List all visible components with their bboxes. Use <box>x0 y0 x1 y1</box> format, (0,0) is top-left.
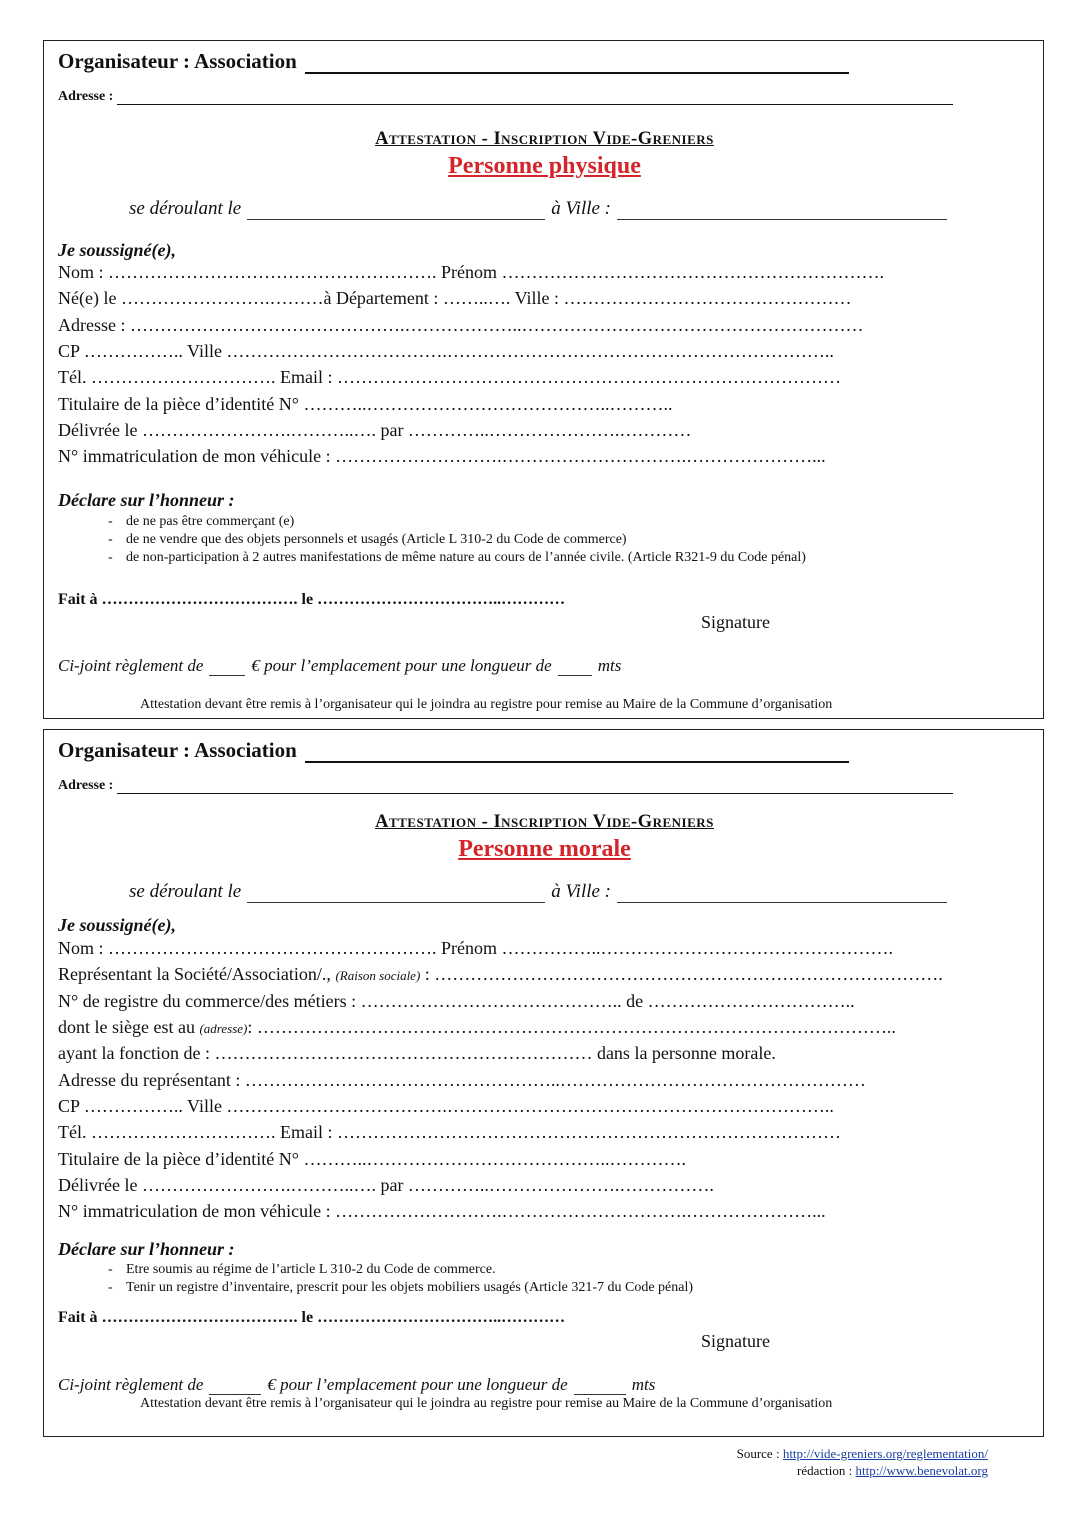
field-adresse-representant[interactable]: Adresse du représentant : ……………………………………………..…………………………………………… <box>58 1070 866 1090</box>
representant-dots: : …………………………………………………………………………. <box>424 964 943 984</box>
ville-label: à Ville : <box>551 881 612 902</box>
field-immatriculation[interactable]: N° immatriculation de mon véhicule : ……………………….………………………….…………………... <box>58 446 826 466</box>
declaration-item: - Tenir un registre d’inventaire, prescrit pour les objets mobiliers usagés (Article 321-7 du Code pénal) <box>108 1279 693 1297</box>
form-subtitle: Personne physique <box>448 153 641 179</box>
adresse-blank[interactable] <box>117 781 953 794</box>
adresse-label: Adresse : <box>58 778 114 793</box>
signature-label: Signature <box>701 612 770 632</box>
form-subtitle: Personne morale <box>458 836 631 862</box>
field-piece-identite[interactable]: Titulaire de la pièce d’identité N° ………..…………………………………..……….. <box>58 394 673 414</box>
declarations-list <box>108 513 806 567</box>
ville-blank[interactable] <box>617 205 947 220</box>
source-link[interactable]: http://vide-greniers.org/reglementation/ <box>782 1446 988 1461</box>
cijoint-text-2: € pour l’emplacement pour une longueur de <box>267 1375 568 1394</box>
field-cp-ville[interactable]: CP …………….. Ville ……………………………….……………………………………………………….. <box>58 1096 834 1116</box>
fait-a-row[interactable]: Fait à ………………………………. le ……………………………..………… <box>58 1309 566 1326</box>
mts-label: mts <box>631 1375 656 1394</box>
date-ville-row <box>129 881 947 903</box>
cijoint-text-2: € pour l’emplacement pour une longueur de <box>251 656 552 675</box>
footnote: Attestation devant être remis à l’organisateur qui le joindra au registre pour remise au Maire de la Commune d’organisation <box>140 1396 833 1411</box>
longueur-blank[interactable] <box>558 661 592 676</box>
organisateur-label: Organisateur : Association <box>58 738 297 762</box>
signature-label: Signature <box>701 1331 770 1351</box>
field-nom-prenom[interactable]: Nom : ………………………………………………. Prénom ………………………………………………………. <box>58 262 884 282</box>
organisateur-label: Organisateur : Association <box>58 49 297 73</box>
raison-sociale-label: (Raison sociale) <box>335 968 421 983</box>
organisateur-blank[interactable] <box>305 745 849 763</box>
declaration-item: - de non-participation à 2 autres manifestations de même nature au cours de l’année civile. (Article R321-9 du Code pénal) <box>108 549 806 567</box>
date-ville-row <box>129 198 947 220</box>
cijoint-text: Ci-joint règlement de <box>58 1375 204 1394</box>
field-registre[interactable]: N° de registre du commerce/des métiers : …………………………………….. de …………………………….. <box>58 991 855 1011</box>
field-nom-prenom[interactable]: Nom : ………………………………………………. Prénom ……………..…………………………………………. <box>58 938 893 958</box>
adresse-label: Adresse : <box>58 89 114 104</box>
field-delivree[interactable]: Délivrée le …………………….………..…. par …………..………………….………… <box>58 420 692 440</box>
representant-label: Représentant la Société/Association/., <box>58 964 331 984</box>
montant-blank[interactable] <box>209 1380 261 1395</box>
adresse-row <box>58 89 953 105</box>
declare-heading: Déclare sur l’honneur : <box>58 490 235 510</box>
ville-label: à Ville : <box>551 198 612 219</box>
soussigne-heading: Je soussigné(e), <box>58 240 176 260</box>
mts-label: mts <box>597 656 622 675</box>
field-representant[interactable] <box>58 964 943 985</box>
field-tel-email[interactable]: Tél. …………………………. Email : ………………………………………………………………………… <box>58 367 841 387</box>
form-personne-physique <box>43 40 1044 719</box>
organisateur-row <box>58 738 849 763</box>
redaction-link[interactable]: http://www.benevolat.org <box>855 1463 988 1478</box>
field-naissance[interactable]: Né(e) le …………………….………à Département : ……..…. Ville : ………………………………………… <box>58 288 852 308</box>
cijoint-row <box>58 656 621 676</box>
source-line <box>737 1446 988 1462</box>
form-title: Attestation - Inscription Vide-Greniers <box>375 129 714 149</box>
siege-label: dont le siège est au <box>58 1017 195 1037</box>
siege-dots: : …………………………………………………………………………………………….. <box>247 1017 896 1037</box>
declarations-list <box>108 1261 693 1297</box>
soussigne-heading: Je soussigné(e), <box>58 915 176 935</box>
field-immatriculation[interactable]: N° immatriculation de mon véhicule : ……………………….………………………….…………………... <box>58 1201 826 1221</box>
field-cp-ville[interactable]: CP …………….. Ville ……………………………….……………………………………………………….. <box>58 341 834 361</box>
source-label: Source : <box>736 1446 780 1461</box>
cijoint-row <box>58 1375 655 1395</box>
redaction-label: rédaction : <box>797 1463 853 1478</box>
field-fonction[interactable]: ayant la fonction de : ……………………………………………………… dans la personne morale. <box>58 1043 776 1063</box>
fait-a-row[interactable]: Fait à ………………………………. le ……………………………..………… <box>58 591 566 608</box>
date-label: se déroulant le <box>129 881 242 902</box>
organisateur-blank[interactable] <box>305 56 849 74</box>
declare-heading: Déclare sur l’honneur : <box>58 1239 235 1259</box>
ville-blank[interactable] <box>617 888 947 903</box>
adresse-blank[interactable] <box>117 92 953 105</box>
adresse-hint: (adresse) <box>199 1021 248 1036</box>
declaration-item: - de ne vendre que des objets personnels et usagés (Article L 310-2 du Code de commerce) <box>108 531 806 549</box>
redaction-line <box>797 1463 988 1479</box>
field-tel-email[interactable]: Tél. …………………………. Email : ………………………………………………………………………… <box>58 1122 841 1142</box>
date-label: se déroulant le <box>129 198 242 219</box>
footnote: Attestation devant être remis à l’organisateur qui le joindra au registre pour remise au Maire de la Commune d’organisation <box>140 697 833 712</box>
cijoint-text: Ci-joint règlement de <box>58 656 204 675</box>
date-blank[interactable] <box>247 888 545 903</box>
longueur-blank[interactable] <box>574 1380 626 1395</box>
declaration-item: - de ne pas être commerçant (e) <box>108 513 806 531</box>
form-title: Attestation - Inscription Vide-Greniers <box>375 812 714 832</box>
field-adresse[interactable]: Adresse : ……………………………………….………………..………………………………………………… <box>58 315 864 335</box>
adresse-row <box>58 778 953 794</box>
field-delivree[interactable]: Délivrée le …………………….………..…. par …………..………………….……………. <box>58 1175 714 1195</box>
date-blank[interactable] <box>247 205 545 220</box>
field-piece-identite[interactable]: Titulaire de la pièce d’identité N° ………..…………………………………..…………. <box>58 1149 686 1169</box>
field-siege[interactable] <box>58 1017 896 1038</box>
organisateur-row <box>58 49 849 74</box>
montant-blank[interactable] <box>209 661 245 676</box>
declaration-item: - Etre soumis au régime de l’article L 310-2 du Code de commerce. <box>108 1261 693 1279</box>
form-personne-morale <box>43 729 1044 1437</box>
